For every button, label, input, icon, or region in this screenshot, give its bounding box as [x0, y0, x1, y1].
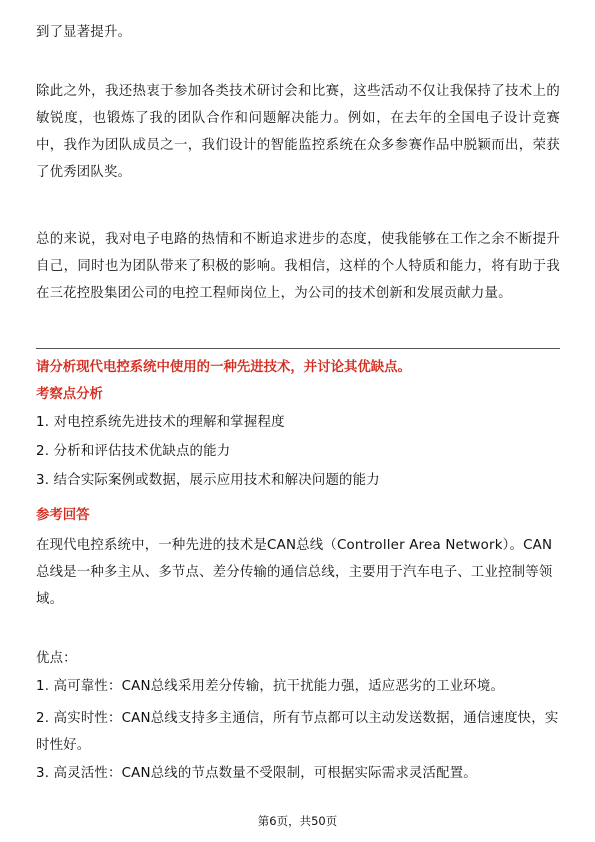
section-divider [36, 348, 560, 349]
answer-intro: 在现代电控系统中，一种先进的技术是CAN总线（Controller Area Network）。CAN总线是一种多主从、多节点、差分传输的通信总线，主要用于汽车电子、工业控制等领域。 [36, 538, 553, 607]
points-heading: 考察点分析 [36, 387, 103, 402]
page-number: 第6页，共50页 [257, 814, 338, 828]
summary-paragraph: 总的来说，我对电子电路的热情和不断追求进步的态度，使我能够在工作之余不断提升自己，同时也为团队带来了积极的影响。我相信，这样的个人特质和能力，将有助于我在三花控股集团公司的电控工程师岗位上，为公司的技术创新和发展贡献力量。 [36, 232, 560, 301]
activities-paragraph: 除此之外，我还热衷于参加各类技术研讨会和比赛，这些活动不仅让我保持了技术上的敏锐度，也锻炼了我的团队合作和问题解决能力。例如，在去年的全国电子设计竞赛中，我作为团队成员之一，我们设计的智能监控系统在众多参赛作品中脱颖而出，荣获了优秀团队奖。 [36, 84, 560, 180]
answer-heading: 参考回答 [36, 508, 90, 523]
advantage-item: 1. 高可靠性：CAN总线采用差分传输，抗干扰能力强，适应恶劣的工业环境。 [36, 679, 505, 694]
advantage-item: 2. 高实时性：CAN总线支持多主通信，所有节点都可以主动发送数据，通信速度快，实时性好。 [36, 711, 559, 753]
advantages-label: 优点： [36, 651, 77, 666]
assessment-point: 3. 结合实际案例或数据，展示应用技术和解决问题的能力 [36, 473, 380, 488]
assessment-point: 1. 对电控系统先进技术的理解和掌握程度 [36, 415, 285, 430]
assessment-point: 2. 分析和评估技术优缺点的能力 [36, 444, 231, 459]
intro-tail-text: 到了显著提升。 [36, 25, 132, 40]
interview-question: 请分析现代电控系统中使用的一种先进技术，并讨论其优缺点。 [36, 360, 411, 375]
advantage-item: 3. 高灵活性：CAN总线的节点数量不受限制，可根据实际需求灵活配置。 [36, 766, 477, 781]
